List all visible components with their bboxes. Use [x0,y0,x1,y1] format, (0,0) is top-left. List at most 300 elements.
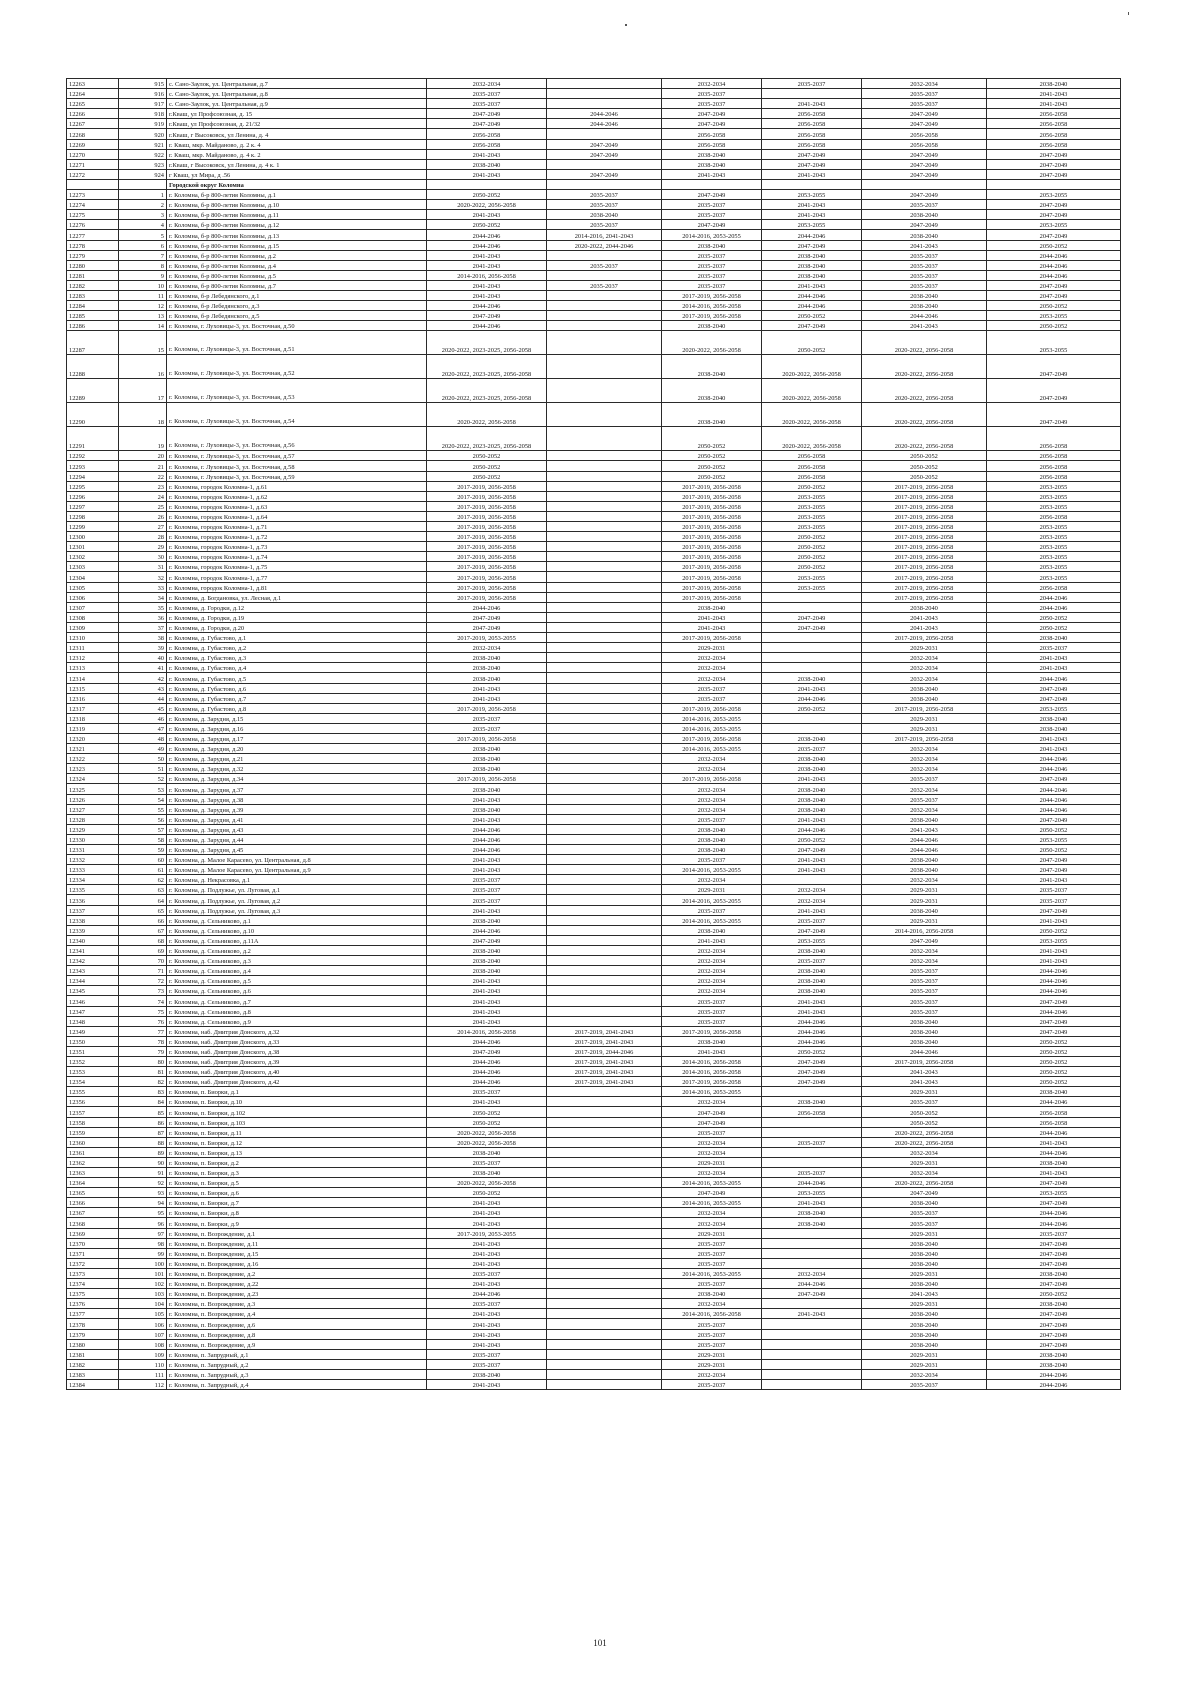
period-cell-6: 2047-2049 [987,149,1121,159]
period-cell-1: 2041-2043 [427,976,547,986]
period-cell-4: 2053-2055 [762,511,862,521]
period-cell-4: 2056-2058 [762,461,862,471]
row-number: 29 [119,542,167,552]
period-cell-1: 2041-2043 [427,1238,547,1248]
table-row [67,945,1121,955]
address-cell: г. Коломна, городок Коломна-1, д.75 [167,562,427,572]
period-cell-2 [547,403,662,427]
address-cell: г. Коломна, п. Биорки, д.2 [167,1157,427,1167]
row-id: 12268 [67,129,119,139]
table-row [67,683,1121,693]
address-cell: Городской округ Коломна [167,179,427,189]
table-row [67,1006,1121,1016]
period-cell-4: 2035-2037 [762,79,862,89]
row-id: 12265 [67,99,119,109]
row-number: 43 [119,683,167,693]
period-cell-4: 2053-2055 [762,190,862,200]
period-cell-3: 2032-2034 [662,1137,762,1147]
table-row [67,713,1121,723]
table-row [67,1127,1121,1137]
table-row [67,552,1121,562]
period-cell-2: 2017-2019, 2041-2043 [547,1067,662,1077]
period-cell-3: 2047-2049 [662,190,762,200]
address-cell: г. Коломна, д. Городки, д.12 [167,602,427,612]
period-cell-1: 2041-2043 [427,1208,547,1218]
period-cell-4 [762,1157,862,1167]
period-cell-6: 2050-2052 [987,824,1121,834]
address-cell: г. Коломна, б-р 800-летия Коломны, д.12 [167,220,427,230]
period-cell-3: 2017-2019, 2056-2058 [662,311,762,321]
period-cell-1: 2038-2040 [427,1369,547,1379]
period-cell-5: 2017-2019, 2056-2058 [862,532,987,542]
period-cell-4 [762,1087,862,1097]
period-cell-2 [547,1218,662,1228]
row-id: 12359 [67,1127,119,1137]
row-id: 12303 [67,562,119,572]
period-cell-3: 2035-2037 [662,260,762,270]
period-cell-3: 2029-2031 [662,1228,762,1238]
period-cell-2 [547,845,662,855]
period-cell-2 [547,935,662,945]
row-number: 92 [119,1178,167,1188]
period-cell-2 [547,1299,662,1309]
table-row [67,1016,1121,1026]
period-cell-5: 2017-2019, 2056-2058 [862,1056,987,1066]
row-number: 25 [119,501,167,511]
period-cell-4: 2047-2049 [762,149,862,159]
period-cell-6: 2047-2049 [987,1016,1121,1026]
period-cell-2: 2017-2019, 2044-2046 [547,1046,662,1056]
table-row [67,427,1121,451]
period-cell-4: 2053-2055 [762,501,862,511]
period-cell-3: 2035-2037 [662,200,762,210]
period-cell-1: 2041-2043 [427,905,547,915]
period-cell-1: 2014-2016, 2056-2058 [427,270,547,280]
row-id: 12367 [67,1208,119,1218]
period-cell-6: 2053-2055 [987,562,1121,572]
table-row [67,693,1121,703]
period-cell-4 [762,89,862,99]
row-number: 67 [119,925,167,935]
row-number: 922 [119,149,167,159]
address-cell: г. Коломна, д. Губастово, д.8 [167,703,427,713]
address-cell: г. Коломна, д. Зарудня, д.16 [167,723,427,733]
period-cell-2 [547,885,662,895]
row-id: 12320 [67,733,119,743]
table-row [67,845,1121,855]
period-cell-1: 2041-2043 [427,1198,547,1208]
address-cell: г. Коломна, п. Биорки, д.1 [167,1087,427,1097]
row-id: 12383 [67,1369,119,1379]
period-cell-6: 2047-2049 [987,1248,1121,1258]
period-cell-2 [547,491,662,501]
period-cell-5: 2032-2034 [862,754,987,764]
address-cell: г. Коломна, наб. Дмитрия Донского, д.32 [167,1026,427,1036]
period-cell-2 [547,754,662,764]
address-cell: г. Коломна, д. Сельниково, д.5 [167,976,427,986]
period-cell-4 [762,643,862,653]
address-cell: г. Коломна, городок Коломна-1, д.72 [167,532,427,542]
row-id: 12307 [67,602,119,612]
period-cell-1 [427,179,547,189]
period-cell-5: 2038-2040 [862,1339,987,1349]
period-cell-1: 2035-2037 [427,1087,547,1097]
period-cell-5: 2035-2037 [862,966,987,976]
address-cell: г. Коломна, д. Сельниково, д.8 [167,1006,427,1016]
period-cell-3: 2032-2034 [662,764,762,774]
period-cell-4 [762,1369,862,1379]
period-cell-5: 2050-2052 [862,451,987,461]
period-cell-3: 2038-2040 [662,925,762,935]
period-cell-6: 2050-2052 [987,321,1121,331]
period-cell-3: 2041-2043 [662,169,762,179]
period-cell-5: 2029-2031 [862,723,987,733]
row-id: 12293 [67,461,119,471]
period-cell-4: 2041-2043 [762,865,862,875]
address-cell: г. Коломна, д. Зарудня, д.32 [167,764,427,774]
period-cell-2 [547,270,662,280]
period-cell-4 [762,1359,862,1369]
period-cell-4: 2035-2037 [762,1137,862,1147]
row-number: 75 [119,1006,167,1016]
period-cell-5: 2017-2019, 2056-2058 [862,501,987,511]
table-row [67,355,1121,379]
period-cell-3: 2038-2040 [662,834,762,844]
table-row [67,1309,1121,1319]
period-cell-2 [547,301,662,311]
period-cell-3: 2014-2016, 2056-2058 [662,1309,762,1319]
address-cell: г. Коломна, п. Возрождение, д.22 [167,1279,427,1289]
row-number: 915 [119,79,167,89]
period-cell-2 [547,633,662,643]
table-row [67,451,1121,461]
table-row [67,1198,1121,1208]
address-cell: г. Коломна, д. Зарудня, д.44 [167,834,427,844]
period-cell-6: 2050-2052 [987,1056,1121,1066]
table-row [67,703,1121,713]
row-number: 53 [119,784,167,794]
period-cell-1: 2035-2037 [427,1299,547,1309]
period-cell-4: 2032-2034 [762,1268,862,1278]
period-cell-4: 2038-2040 [762,966,862,976]
period-cell-2 [547,915,662,925]
period-cell-3: 2032-2034 [662,673,762,683]
period-cell-6: 2047-2049 [987,683,1121,693]
row-id: 12275 [67,210,119,220]
row-id: 12290 [67,403,119,427]
period-cell-3: 2029-2031 [662,643,762,653]
row-number: 40 [119,653,167,663]
period-cell-5: 2038-2040 [862,1198,987,1208]
period-cell-4 [762,653,862,663]
row-number: 93 [119,1188,167,1198]
address-cell: г. Коломна, б-р 800-летия Коломны, д.2 [167,250,427,260]
period-cell-5: 2032-2034 [862,673,987,683]
period-cell-2 [547,461,662,471]
period-cell-6: 2050-2052 [987,301,1121,311]
period-cell-4: 2041-2043 [762,683,862,693]
period-cell-6: 2041-2043 [987,945,1121,955]
period-cell-2 [547,744,662,754]
row-id: 12291 [67,427,119,451]
period-cell-3: 2035-2037 [662,905,762,915]
period-cell-6: 2047-2049 [987,905,1121,915]
period-cell-3: 2032-2034 [662,663,762,673]
period-cell-2 [547,1147,662,1157]
table-row [67,240,1121,250]
period-cell-2 [547,1319,662,1329]
period-cell-4: 2041-2043 [762,996,862,1006]
period-cell-1: 2041-2043 [427,1319,547,1329]
period-cell-3: 2035-2037 [662,99,762,109]
period-cell-1: 2041-2043 [427,1006,547,1016]
period-cell-5: 2050-2052 [862,1117,987,1127]
period-cell-5: 2014-2016, 2056-2058 [862,925,987,935]
period-cell-2 [547,1127,662,1137]
period-cell-3: 2032-2034 [662,1218,762,1228]
period-cell-4 [762,1299,862,1309]
address-cell: г. Коломна, д. Сельниково, д.3 [167,956,427,966]
period-cell-3: 2056-2058 [662,139,762,149]
period-cell-5: 2029-2031 [862,1157,987,1167]
period-cell-1: 2020-2022, 2023-2025, 2056-2058 [427,379,547,403]
period-cell-5: 2044-2046 [862,311,987,321]
period-cell-2 [547,1228,662,1238]
period-cell-2 [547,1117,662,1127]
period-cell-6: 2050-2052 [987,1046,1121,1056]
row-number: 47 [119,723,167,733]
row-id: 12377 [67,1309,119,1319]
period-cell-1: 2035-2037 [427,1359,547,1369]
period-cell-4: 2032-2034 [762,885,862,895]
period-cell-3: 2032-2034 [662,956,762,966]
period-cell-5: 2035-2037 [862,260,987,270]
row-id: 12328 [67,814,119,824]
period-cell-2 [547,905,662,915]
period-cell-2 [547,996,662,1006]
period-cell-6: 2056-2058 [987,461,1121,471]
address-cell: с. Сано-Заулок, ул. Центральная, д.9 [167,99,427,109]
table-row [67,966,1121,976]
period-cell-6: 2050-2052 [987,1067,1121,1077]
table-row [67,1188,1121,1198]
address-cell: г.Кваш, ул Профсоюзная, д. 21/32 [167,119,427,129]
period-cell-1: 2041-2043 [427,1097,547,1107]
period-cell-4: 2038-2040 [762,976,862,986]
row-id: 12374 [67,1279,119,1289]
row-id: 12353 [67,1067,119,1077]
table-row [67,592,1121,602]
period-cell-3: 2035-2037 [662,1127,762,1137]
period-cell-4: 2038-2040 [762,794,862,804]
period-cell-3: 2017-2019, 2056-2058 [662,582,762,592]
period-cell-3: 2032-2034 [662,784,762,794]
period-cell-3: 2017-2019, 2056-2058 [662,491,762,501]
period-cell-3: 2014-2016, 2053-2055 [662,915,762,925]
period-cell-1: 2038-2040 [427,1147,547,1157]
table-row [67,119,1121,129]
period-cell-2: 2014-2016, 2041-2043 [547,230,662,240]
period-cell-4 [762,602,862,612]
period-cell-4: 2038-2040 [762,260,862,270]
period-cell-4: 2038-2040 [762,250,862,260]
row-id: 12326 [67,794,119,804]
address-cell: г. Коломна, д. Богдановка, ул. Лесная, д.1 [167,592,427,602]
period-cell-5: 2041-2043 [862,824,987,834]
address-cell: г. Коломна, б-р Лебедянского, д.1 [167,290,427,300]
period-cell-5: 2017-2019, 2056-2058 [862,481,987,491]
period-cell-5: 2017-2019, 2056-2058 [862,733,987,743]
period-cell-3: 2038-2040 [662,355,762,379]
row-id: 12349 [67,1026,119,1036]
address-cell: г. Коломна, д. Зарудня, д.17 [167,733,427,743]
row-number: 916 [119,89,167,99]
period-cell-5: 2041-2043 [862,321,987,331]
address-cell: г. Коломна, п. Возрождение, д.23 [167,1289,427,1299]
period-cell-5: 2035-2037 [862,794,987,804]
table-row [67,1329,1121,1339]
table-row [67,1157,1121,1167]
period-cell-5: 2041-2043 [862,1067,987,1077]
period-cell-5: 2038-2040 [862,1248,987,1258]
table-row [67,633,1121,643]
period-cell-4: 2047-2049 [762,1056,862,1066]
period-cell-6: 2044-2046 [987,260,1121,270]
row-id: 12300 [67,532,119,542]
table-row [67,270,1121,280]
period-cell-6: 2047-2049 [987,774,1121,784]
period-cell-4: 2044-2046 [762,1279,862,1289]
table-row [67,1379,1121,1389]
period-cell-4: 2038-2040 [762,1208,862,1218]
row-id: 12279 [67,250,119,260]
row-number: 91 [119,1168,167,1178]
period-cell-2 [547,703,662,713]
period-cell-3: 2035-2037 [662,210,762,220]
row-id: 12308 [67,612,119,622]
address-cell: г. Коломна, п. Запрудный, д.2 [167,1359,427,1369]
period-cell-4 [762,713,862,723]
period-cell-1: 2041-2043 [427,250,547,260]
address-cell: г. Коломна, д. Зарудня, д.20 [167,744,427,754]
row-number: 100 [119,1258,167,1268]
period-cell-4: 2053-2055 [762,491,862,501]
period-cell-5: 2029-2031 [862,1268,987,1278]
period-cell-1: 2044-2046 [427,834,547,844]
period-cell-1: 2050-2052 [427,190,547,200]
period-cell-3: 2038-2040 [662,602,762,612]
period-cell-4 [762,1228,862,1238]
row-id: 12379 [67,1329,119,1339]
period-cell-4: 2038-2040 [762,270,862,280]
row-number: 74 [119,996,167,1006]
period-cell-6: 2053-2055 [987,572,1121,582]
row-number: 76 [119,1016,167,1026]
period-cell-4: 2050-2052 [762,552,862,562]
period-cell-3: 2038-2040 [662,845,762,855]
period-cell-5: 2038-2040 [862,230,987,240]
period-cell-6: 2035-2037 [987,885,1121,895]
period-cell-3: 2032-2034 [662,1168,762,1178]
period-cell-2 [547,522,662,532]
period-cell-3: 2017-2019, 2056-2058 [662,290,762,300]
row-id: 12289 [67,379,119,403]
period-cell-5: 2017-2019, 2056-2058 [862,582,987,592]
period-cell-2 [547,1188,662,1198]
row-id: 12301 [67,542,119,552]
address-cell: г. Коломна, п. Биорки, д.7 [167,1198,427,1208]
row-id: 12369 [67,1228,119,1238]
period-cell-5: 2032-2034 [862,744,987,754]
row-number: 18 [119,403,167,427]
address-cell: г. Коломна, городок Коломна-1, д.63 [167,501,427,511]
period-cell-5: 2032-2034 [862,663,987,673]
table-row [67,1319,1121,1329]
row-number: 70 [119,956,167,966]
address-cell: г. Коломна, городок Коломна-1, д.77 [167,572,427,582]
row-number: 31 [119,562,167,572]
period-cell-6: 2047-2049 [987,403,1121,427]
row-id: 12338 [67,915,119,925]
period-cell-1: 2041-2043 [427,1279,547,1289]
period-cell-1: 2035-2037 [427,713,547,723]
row-number: 99 [119,1248,167,1258]
period-cell-3: 2032-2034 [662,794,762,804]
period-cell-5: 2035-2037 [862,250,987,260]
period-cell-3: 2032-2034 [662,976,762,986]
table-row [67,562,1121,572]
table-row [67,1137,1121,1147]
row-number: 16 [119,355,167,379]
period-cell-5: 2047-2049 [862,149,987,159]
period-cell-2 [547,572,662,582]
period-cell-3: 2035-2037 [662,1258,762,1268]
row-number: 52 [119,774,167,784]
period-cell-1: 2017-2019, 2056-2058 [427,511,547,521]
period-cell-2 [547,552,662,562]
period-cell-1: 2038-2040 [427,1168,547,1178]
period-cell-2 [547,1279,662,1289]
period-cell-4: 2047-2049 [762,612,862,622]
address-cell: г. Коломна, п. Возрождение, д.9 [167,1339,427,1349]
period-cell-2: 2017-2019, 2041-2043 [547,1077,662,1087]
row-id: 12378 [67,1319,119,1329]
period-cell-1: 2041-2043 [427,996,547,1006]
period-cell-2 [547,1369,662,1379]
period-cell-1: 2038-2040 [427,159,547,169]
period-cell-4: 2050-2052 [762,532,862,542]
table-row [67,331,1121,355]
period-cell-3: 2017-2019, 2056-2058 [662,733,762,743]
group-header-row [67,179,1121,189]
period-cell-2: 2035-2037 [547,190,662,200]
period-cell-1: 2038-2040 [427,915,547,925]
period-cell-4: 2038-2040 [762,1097,862,1107]
period-cell-6: 2050-2052 [987,612,1121,622]
period-cell-2 [547,1208,662,1218]
period-cell-4 [762,875,862,885]
period-cell-2 [547,592,662,602]
address-cell: г. Коломна, д. Подлужье, ул. Луговая, д.2 [167,895,427,905]
period-cell-5: 2020-2022, 2056-2058 [862,355,987,379]
period-cell-3: 2035-2037 [662,1339,762,1349]
period-cell-6: 2044-2046 [987,602,1121,612]
period-cell-4: 2044-2046 [762,1178,862,1188]
address-cell: с. Сано-Заулок, ул. Центральная, д.7 [167,79,427,89]
table-row [67,673,1121,683]
row-number: 917 [119,99,167,109]
address-cell: г. Коломна, д. Городки, д.20 [167,622,427,632]
